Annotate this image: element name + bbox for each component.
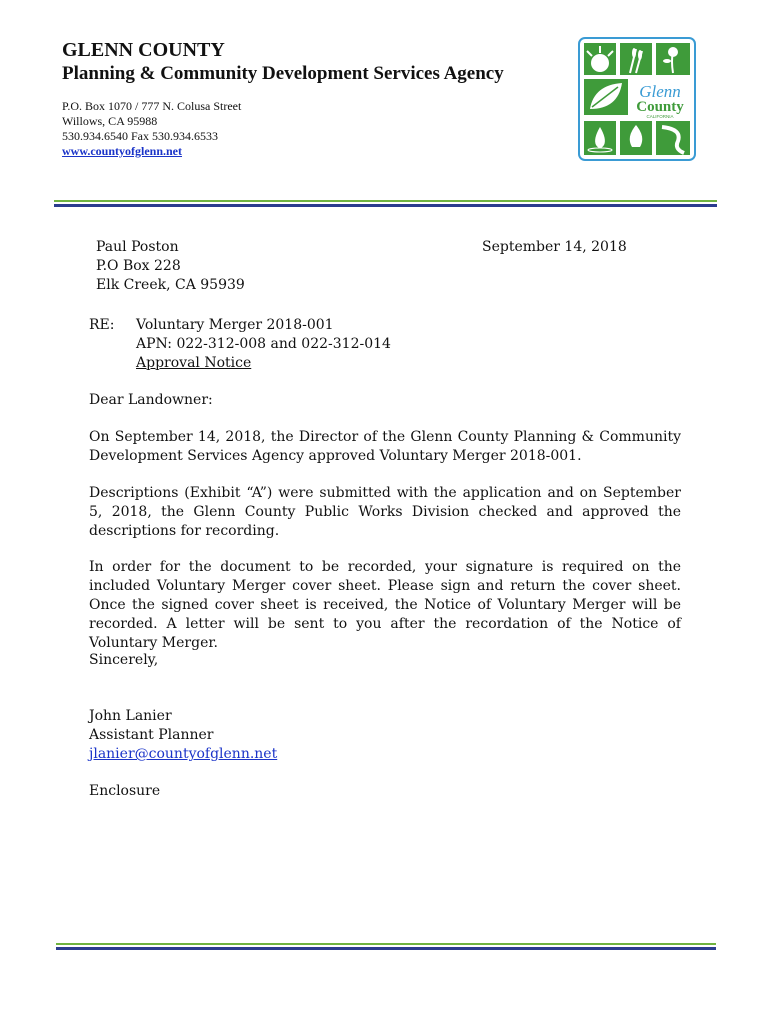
signer-title: Assistant Planner bbox=[89, 727, 214, 743]
salutation: Dear Landowner: bbox=[89, 392, 213, 408]
re-label: RE: bbox=[89, 317, 115, 333]
org-agency: Planning & Community Development Services Agency bbox=[62, 63, 504, 84]
header-rule bbox=[54, 200, 717, 207]
re-line-1: Voluntary Merger 2018-001 bbox=[136, 317, 334, 333]
paragraph-2: Descriptions (Exhibit “A”) were submitted with the application and on September 5, 2018, the Glenn County Public Works Division checked and approved the descriptions for recording. bbox=[89, 485, 681, 539]
recipient-name: Paul Poston bbox=[96, 239, 179, 255]
website-link[interactable]: www.countyofglenn.net bbox=[62, 144, 183, 158]
org-name: GLENN COUNTY bbox=[62, 39, 225, 61]
signer-email-link[interactable]: jlanier@countyofglenn.net bbox=[89, 746, 278, 762]
recipient-box: P.O Box 228 bbox=[96, 258, 181, 274]
letter-date: September 14, 2018 bbox=[482, 239, 627, 255]
paragraph-3: In order for the document to be recorded, your signature is required on the included Voluntary Merger cover sheet. Please sign and return the cover sheet. Once the signed cover sheet is received, the Notice of Voluntary Merger will be recorded. A letter will be sent to you after the recordation of the Notice of Voluntary Merger. bbox=[89, 559, 681, 651]
re-line-3: Approval Notice bbox=[136, 355, 252, 371]
re-block bbox=[136, 316, 391, 373]
logo-word-california: CALIFORNIA bbox=[646, 114, 674, 119]
letterhead-title bbox=[62, 38, 504, 86]
logo-word-county: County bbox=[636, 99, 684, 115]
re-line-2: APN: 022-312-008 and 022-312-014 bbox=[136, 336, 391, 352]
logo-tile-road bbox=[656, 121, 690, 155]
logo-word-glenn: Glenn bbox=[639, 82, 681, 101]
paragraph-1: On September 14, 2018, the Director of the Glenn County Planning & Community Development Services Agency approved Voluntary Merger 2018-001. bbox=[89, 429, 681, 464]
enclosure-note: Enclosure bbox=[89, 783, 161, 799]
address-line-1: P.O. Box 1070 / 777 N. Colusa Street bbox=[62, 99, 242, 113]
signer-name: John Lanier bbox=[89, 708, 172, 724]
footer-rule bbox=[56, 943, 716, 950]
letterhead-address bbox=[62, 99, 241, 159]
recipient-address bbox=[96, 238, 245, 295]
glenn-county-logo bbox=[578, 37, 696, 161]
closing: Sincerely, bbox=[89, 652, 159, 668]
recipient-city: Elk Creek, CA 95939 bbox=[96, 277, 245, 293]
phone-fax: 530.934.6540 Fax 530.934.6533 bbox=[62, 129, 218, 143]
address-line-2: Willows, CA 95988 bbox=[62, 114, 158, 128]
signature-block bbox=[89, 707, 277, 764]
